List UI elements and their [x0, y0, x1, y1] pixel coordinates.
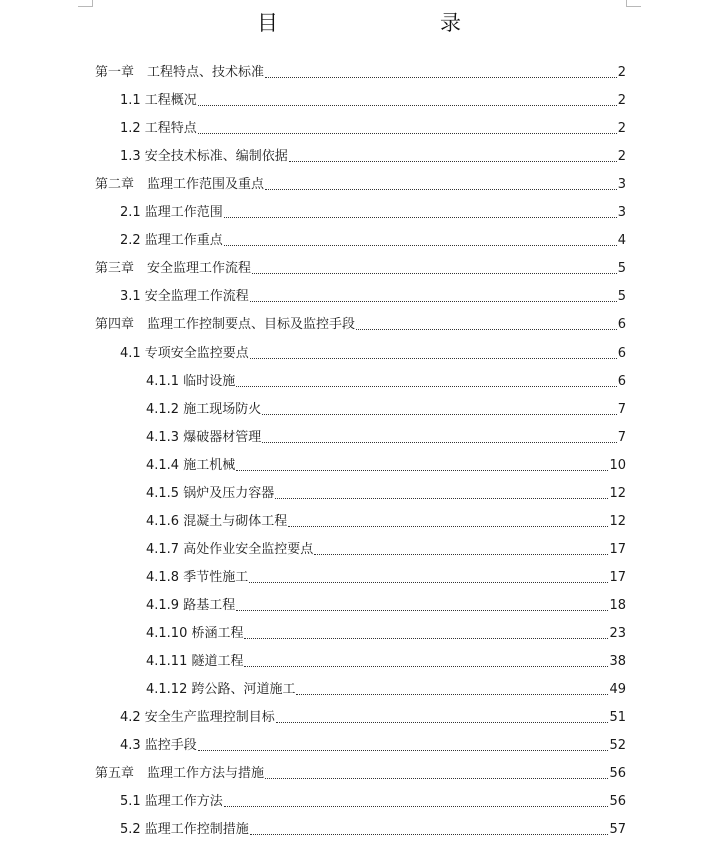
- toc-dot-leader: [244, 638, 608, 639]
- toc-entry-page-number: 4: [617, 233, 626, 249]
- toc-entry-label: 第二章 监理工作范围及重点: [95, 177, 265, 193]
- toc-entry[interactable]: [95, 62, 626, 82]
- toc-entry-label: 1.2 工程特点: [120, 121, 197, 137]
- toc-entry-page-number: 12: [609, 485, 626, 501]
- toc-entry[interactable]: [120, 343, 626, 363]
- toc-dot-leader: [276, 722, 609, 723]
- toc-dot-leader: [288, 526, 608, 527]
- toc-dot-leader: [250, 301, 617, 302]
- toc-entry[interactable]: [146, 679, 626, 699]
- toc-entry-label: 第五章 监理工作方法与措施: [95, 766, 265, 782]
- toc-entry-label: 4.1.11 隧道工程: [146, 654, 244, 670]
- toc-entry-label: 4.2 安全生产监理控制目标: [120, 710, 275, 726]
- toc-dot-leader: [250, 358, 617, 359]
- toc-entry-page-number: 7: [617, 429, 626, 445]
- toc-entry-label: 4.1.2 施工现场防火: [146, 401, 262, 417]
- toc-entry-label: 3.1 安全监理工作流程: [120, 289, 249, 305]
- toc-dot-leader: [356, 329, 617, 330]
- toc-entry-page-number: 56: [609, 766, 626, 782]
- toc-entry-page-number: 56: [609, 794, 626, 810]
- toc-entry[interactable]: [120, 791, 626, 811]
- toc-entry-page-number: 18: [609, 597, 626, 613]
- toc-entry-page-number: 10: [609, 457, 626, 473]
- toc-entry-label: 第三章 安全监理工作流程: [95, 261, 252, 277]
- toc-dot-leader: [265, 778, 608, 779]
- toc-entry[interactable]: [146, 371, 626, 391]
- toc-entry[interactable]: [120, 90, 626, 110]
- toc-entry[interactable]: [95, 314, 626, 334]
- toc-entry-label: 5.2 监理工作控制措施: [120, 822, 249, 838]
- toc-entry-page-number: 6: [617, 345, 626, 361]
- toc-entry[interactable]: [146, 483, 626, 503]
- toc-entry-label: 4.1.3 爆破器材管理: [146, 429, 262, 445]
- toc-entry[interactable]: [120, 286, 626, 306]
- toc-entry-label: 2.1 监理工作范围: [120, 205, 223, 221]
- toc-dot-leader: [224, 806, 609, 807]
- toc-entry-label: 4.1.5 锅炉及压力容器: [146, 485, 275, 501]
- toc-entry[interactable]: [120, 707, 626, 727]
- toc-entry[interactable]: [120, 146, 626, 166]
- toc-dot-leader: [275, 498, 608, 499]
- toc-entry-label: 4.1.1 临时设施: [146, 373, 236, 389]
- toc-entry-page-number: 17: [609, 569, 626, 585]
- toc-entry-page-number: 57: [609, 822, 626, 838]
- toc-dot-leader: [262, 442, 617, 443]
- toc-entry-page-number: 2: [617, 65, 626, 80]
- toc-entry[interactable]: [120, 202, 626, 222]
- toc-entry-label: 4.1.4 施工机械: [146, 457, 236, 473]
- toc-dot-leader: [249, 582, 608, 583]
- toc-entry[interactable]: [146, 511, 626, 531]
- toc-entry[interactable]: [146, 399, 626, 419]
- toc-entry-page-number: 23: [609, 626, 626, 641]
- toc-entry[interactable]: [146, 595, 626, 615]
- toc-dot-leader: [244, 666, 608, 667]
- toc-dot-leader: [262, 414, 617, 415]
- toc-entry[interactable]: [146, 623, 626, 643]
- toc-entry-page-number: 6: [617, 317, 626, 333]
- page-corner-mark-right: [626, 0, 641, 7]
- toc-entry[interactable]: [146, 651, 626, 671]
- toc-dot-leader: [265, 77, 617, 78]
- toc-entry-label: 4.3 监控手段: [120, 738, 197, 754]
- toc-entry[interactable]: [120, 735, 626, 755]
- toc-entry-page-number: 3: [617, 205, 626, 221]
- toc-entry-label: 第一章 工程特点、技术标准: [95, 65, 265, 80]
- toc-dot-leader: [236, 470, 608, 471]
- toc-dot-leader: [224, 217, 617, 218]
- toc-entry-page-number: 5: [617, 289, 626, 305]
- toc-entry-label: 第四章 监理工作控制要点、目标及监控手段: [95, 317, 356, 333]
- toc-entry[interactable]: [120, 230, 626, 250]
- toc-entry-page-number: 52: [609, 738, 626, 754]
- toc-entry-label: 4.1.9 路基工程: [146, 597, 236, 613]
- toc-dot-leader: [296, 694, 608, 695]
- toc-dot-leader: [224, 245, 617, 246]
- toc-entry-page-number: 12: [609, 513, 626, 529]
- toc-entry-page-number: 17: [609, 541, 626, 557]
- toc-dot-leader: [314, 554, 608, 555]
- toc-entry-label: 1.3 安全技术标准、编制依据: [120, 149, 288, 165]
- toc-entry[interactable]: [120, 118, 626, 138]
- toc-entry-page-number: 6: [617, 373, 626, 389]
- toc-entry-page-number: 51: [609, 710, 626, 726]
- page-title: 目 录: [257, 11, 501, 35]
- toc-dot-leader: [252, 273, 617, 274]
- toc-dot-leader: [198, 133, 617, 134]
- toc-entry-label: 4.1 专项安全监控要点: [120, 345, 249, 361]
- toc-entry-page-number: 3: [617, 177, 626, 193]
- toc-entry-page-number: 2: [617, 149, 626, 165]
- toc-dot-leader: [198, 750, 609, 751]
- toc-dot-leader: [265, 189, 617, 190]
- toc-entry[interactable]: [146, 455, 626, 475]
- toc-entry-label: 4.1.10 桥涵工程: [146, 626, 244, 641]
- toc-entry-label: 4.1.7 高处作业安全监控要点: [146, 541, 314, 557]
- toc-entry-page-number: 2: [617, 93, 626, 109]
- toc-entry-page-number: 5: [617, 261, 626, 277]
- toc-dot-leader: [236, 386, 617, 387]
- toc-entry-page-number: 49: [609, 682, 626, 698]
- toc-entry[interactable]: [95, 258, 626, 278]
- toc-entry-label: 2.2 监理工作重点: [120, 233, 223, 249]
- toc-entry-label: 4.1.12 跨公路、河道施工: [146, 682, 296, 698]
- toc-dot-leader: [236, 610, 608, 611]
- toc-dot-leader: [198, 105, 617, 106]
- toc-entry[interactable]: [95, 763, 626, 783]
- toc-entry-label: 4.1.6 混凝土与砌体工程: [146, 513, 288, 529]
- toc-entry[interactable]: [146, 427, 626, 447]
- toc-entry-label: 4.1.8 季节性施工: [146, 569, 249, 585]
- page-corner-mark-left: [78, 0, 93, 7]
- toc-entry[interactable]: [95, 174, 626, 194]
- toc-dot-leader: [289, 161, 617, 162]
- toc-entry-page-number: 2: [617, 121, 626, 137]
- toc-entry[interactable]: [120, 819, 626, 839]
- toc-entry[interactable]: [146, 567, 626, 587]
- toc-entry[interactable]: [146, 539, 626, 559]
- toc-entry-label: 5.1 监理工作方法: [120, 794, 223, 810]
- toc-entry-label: 1.1 工程概况: [120, 93, 197, 109]
- toc-dot-leader: [250, 834, 609, 835]
- toc-entry-page-number: 7: [617, 401, 626, 417]
- toc-entry-page-number: 38: [609, 654, 626, 670]
